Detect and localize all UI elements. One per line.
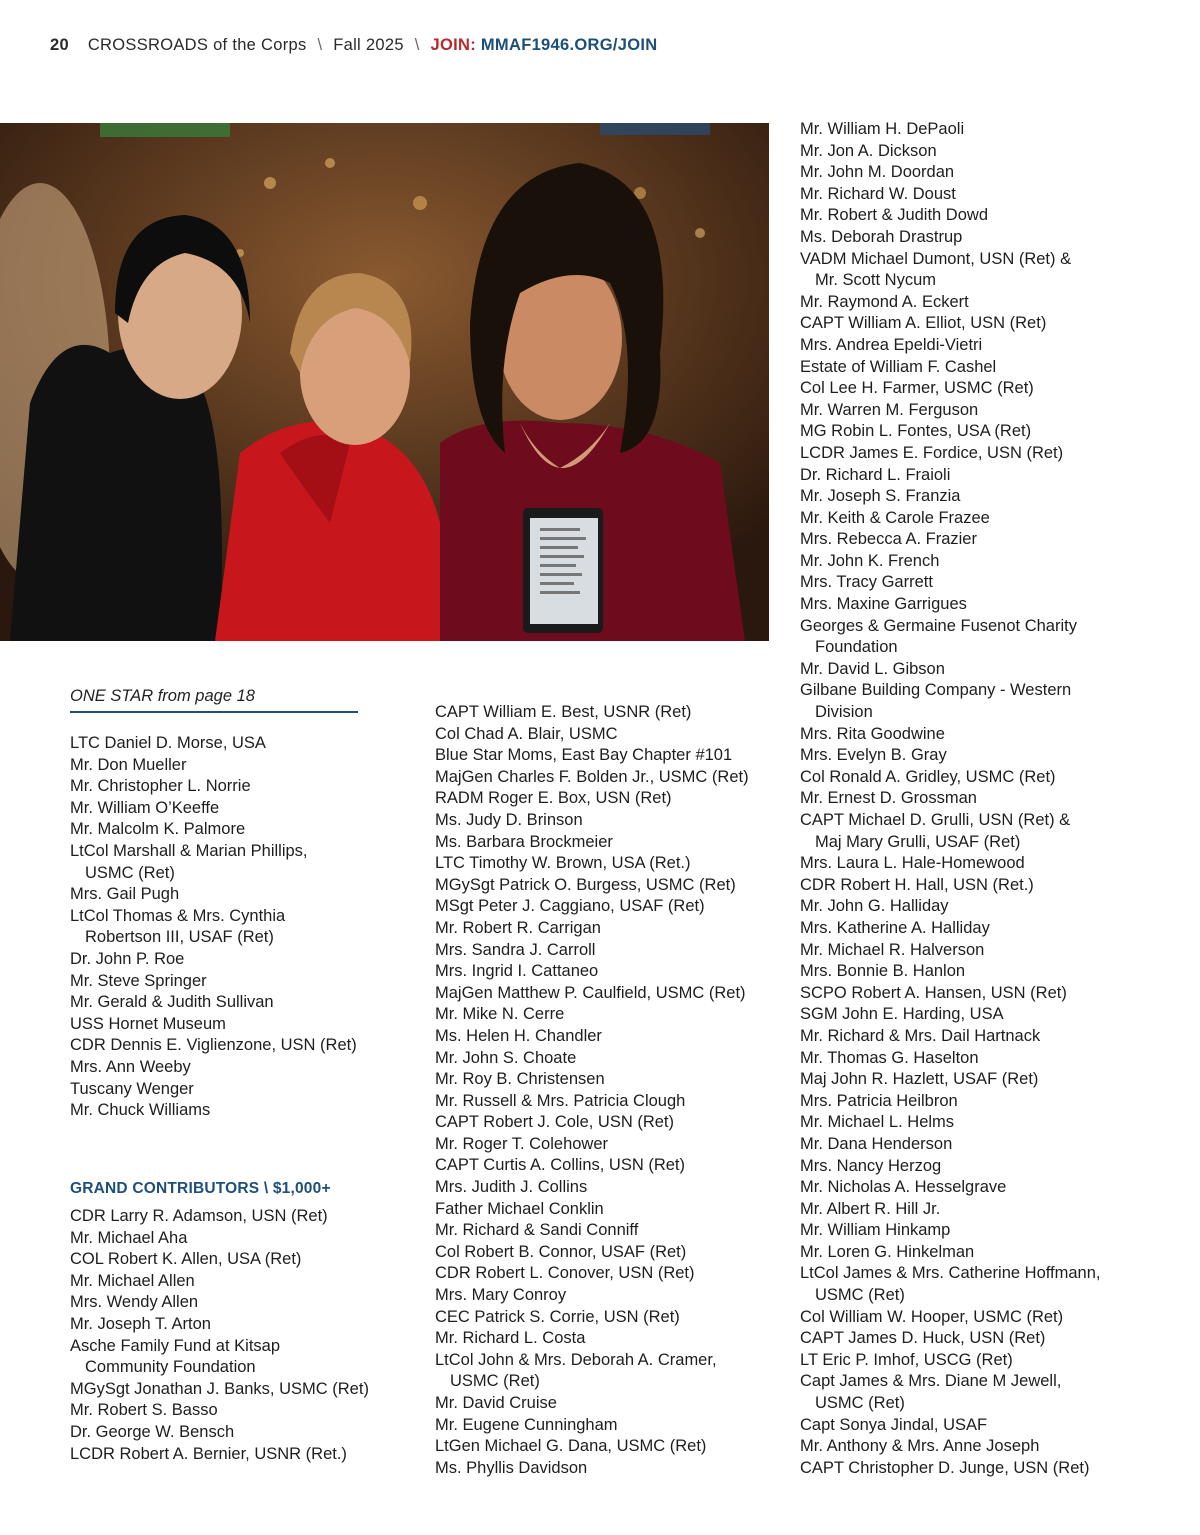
join-label: JOIN: [430, 36, 476, 54]
donor-name: LtCol Marshall & Marian Phillips, USMC (Ret) [70, 841, 308, 882]
donor-name: Mrs. Judith J. Collins [435, 1178, 588, 1197]
donor-name: Mrs. Tracy Garrett [800, 573, 933, 592]
donor-name: Mr. David Cruise [435, 1394, 557, 1412]
donor-name: CAPT Michael D. Grulli, USN (Ret) & Maj Mary Grulli, USAF (Ret) [800, 811, 1071, 851]
donor-name: Mr. Warren M. Ferguson [800, 400, 979, 419]
donor-name: Mr. Eugene Cunningham [435, 1415, 618, 1434]
donor-name: USS Hornet Museum [70, 1014, 226, 1033]
donor-name: Dr. George W. Bensch [70, 1422, 235, 1441]
donor-name: LCDR Robert A. Bernier, USNR (Ret.) [70, 1444, 347, 1463]
donor-name: Mr. Michael L. Helms [800, 1113, 955, 1132]
donor-name: Mr. Anthony & Mrs. Anne Joseph [800, 1437, 1040, 1456]
donor-name: Mrs. Sandra J. Carroll [435, 940, 596, 959]
donor-name: Mr. Michael R. Halverson [800, 940, 985, 959]
donor-name: Mr. Steve Springer [70, 971, 207, 990]
donor-name: Col Ronald A. Gridley, USMC (Ret) [800, 767, 1056, 786]
donor-name: Dr. Richard L. Fraioli [800, 465, 951, 484]
donor-name: Ms. Judy D. Brinson [435, 810, 583, 829]
donor-name: LTC Daniel D. Morse, USA [70, 734, 266, 752]
issue-label: Fall 2025 [333, 36, 404, 54]
donor-name: Mr. William Hinkamp [800, 1221, 951, 1240]
donor-name: Mr. Richard W. Doust [800, 184, 956, 203]
donor-name: CAPT James D. Huck, USN (Ret) [800, 1329, 1046, 1348]
donor-name: Mr. Nicholas A. Hesselgrave [800, 1178, 1007, 1197]
publication-title: CROSSROADS of the Corps [87, 36, 307, 54]
donor-name: CAPT William E. Best, USNR (Ret) [435, 703, 692, 721]
donor-name: Mr. John M. Doordan [800, 163, 955, 182]
donor-name: SCPO Robert A. Hansen, USN (Ret) [800, 983, 1067, 1002]
donor-name: Mrs. Nancy Herzog [800, 1156, 942, 1175]
donor-name: Capt James & Mrs. Diane M Jewell, USMC (Ret) [800, 1372, 1062, 1413]
donor-name: Mr. Robert R. Carrigan [435, 918, 601, 937]
event-photo [0, 123, 769, 641]
donor-name: Mrs. Patricia Heilbron [800, 1091, 958, 1110]
donor-name: Mr. John S. Choate [435, 1048, 577, 1067]
donor-name: Mr. Don Mueller [70, 755, 187, 774]
donor-name: CAPT Robert J. Cole, USN (Ret) [435, 1113, 675, 1132]
donor-name: Ms. Barbara Brockmeier [435, 832, 613, 851]
donor-name: Mr. Richard & Mrs. Dail Hartnack [800, 1026, 1041, 1045]
donor-name: LtCol Thomas & Mrs. Cynthia Robertson III, USAF (Ret) [70, 906, 286, 947]
donor-name: MGySgt Patrick O. Burgess, USMC (Ret) [435, 875, 736, 894]
grand-contributors-heading: GRAND CONTRIBUTORS \ $1,000+ [70, 1180, 331, 1197]
donor-name: Dr. John P. Roe [70, 949, 185, 968]
donor-name: Mr. Richard & Sandi Conniff [435, 1221, 639, 1240]
donor-name: Col Chad A. Blair, USMC [435, 724, 618, 743]
donor-name: Capt Sonya Jindal, USAF [800, 1415, 988, 1434]
donor-name: Mrs. Mary Conroy [435, 1286, 567, 1305]
donor-name: Blue Star Moms, East Bay Chapter #101 [435, 746, 733, 765]
donor-name: Mr. Chuck Williams [70, 1101, 211, 1120]
donor-name: Mr. Russell & Mrs. Patricia Clough [435, 1091, 686, 1110]
donor-name: Mrs. Katherine A. Halliday [800, 918, 990, 937]
donor-name: Mr. Keith & Carole Frazee [800, 508, 990, 527]
donor-name: Tuscany Wenger [70, 1079, 194, 1098]
donor-name: Mr. Richard L. Costa [435, 1329, 586, 1348]
donor-name: Ms. Helen H. Chandler [435, 1026, 602, 1045]
donor-name: MSgt Peter J. Caggiano, USAF (Ret) [435, 897, 705, 916]
donor-name: Mrs. Ann Weeby [70, 1057, 191, 1076]
donor-name: Ms. Phyllis Davidson [435, 1458, 588, 1477]
grand-contributors-list-col2 [435, 702, 785, 1479]
donor-name: CAPT Christopher D. Junge, USN (Ret) [800, 1458, 1090, 1477]
donor-name: Mrs. Bonnie B. Hanlon [800, 962, 966, 981]
join-url-link[interactable]: MMAF1946.ORG/JOIN [480, 36, 658, 54]
donor-name: Mrs. Evelyn B. Gray [800, 746, 947, 765]
donor-name: Asche Family Fund at Kitsap Community Foundation [70, 1336, 281, 1377]
grand-contributors-list-col3 [800, 119, 1160, 1479]
donor-name: CEC Patrick S. Corrie, USN (Ret) [435, 1307, 680, 1326]
donor-name: Gilbane Building Company - Western Division [800, 681, 1072, 722]
donor-name: LtCol John & Mrs. Deborah A. Cramer, USMC (Ret) [435, 1350, 717, 1391]
one-star-list [70, 733, 415, 1122]
donor-name: CDR Robert H. Hall, USN (Ret.) [800, 875, 1034, 894]
donor-name: Mrs. Maxine Garrigues [800, 595, 967, 614]
donor-name: Mr. Loren G. Hinkelman [800, 1242, 975, 1261]
donor-name: SGM John E. Harding, USA [800, 1005, 1004, 1024]
donor-name: Mr. Jon A. Dickson [800, 141, 937, 160]
donor-name: Mr. Michael Allen [70, 1271, 195, 1290]
donor-name: Mrs. Ingrid I. Cattaneo [435, 962, 599, 981]
donor-name: Col Robert B. Connor, USAF (Ret) [435, 1242, 687, 1261]
donor-name: CAPT William A. Elliot, USN (Ret) [800, 314, 1047, 333]
one-star-heading: ONE STAR from page 18 [70, 687, 358, 713]
donor-name: CDR Dennis E. Viglienzone, USN (Ret) [70, 1036, 357, 1055]
donor-name: Mr. David L. Gibson [800, 659, 945, 678]
donor-name: MajGen Matthew P. Caulfield, USMC (Ret) [435, 983, 746, 1002]
donor-name: MG Robin L. Fontes, USA (Ret) [800, 422, 1032, 441]
header-separator: \ [414, 36, 420, 54]
running-header [50, 36, 657, 60]
donor-name: Mr. Roy B. Christensen [435, 1070, 605, 1089]
donor-name: Mr. John K. French [800, 551, 940, 570]
donor-name: Mr. William H. DePaoli [800, 120, 965, 138]
donor-name: Mr. Joseph T. Arton [70, 1314, 211, 1333]
donor-name: Mrs. Rita Goodwine [800, 724, 945, 743]
donor-name: LtGen Michael G. Dana, USMC (Ret) [435, 1437, 707, 1456]
donor-name: Mr. Gerald & Judith Sullivan [70, 993, 274, 1012]
donor-name: Mrs. Andrea Epeldi-Vietri [800, 335, 983, 354]
donor-name: Mr. Christopher L. Norrie [70, 777, 251, 796]
donor-name: Maj John R. Hazlett, USAF (Ret) [800, 1070, 1039, 1089]
donor-name: LT Eric P. Imhof, USCG (Ret) [800, 1350, 1013, 1369]
donor-name: Mr. Ernest D. Grossman [800, 789, 977, 808]
donor-name: Mrs. Rebecca A. Frazier [800, 530, 977, 549]
donor-name: Estate of William F. Cashel [800, 357, 997, 376]
donor-name: CDR Larry R. Adamson, USN (Ret) [70, 1207, 328, 1225]
donor-name: RADM Roger E. Box, USN (Ret) [435, 789, 672, 808]
donor-name: Ms. Deborah Drastrup [800, 227, 963, 246]
page-number: 20 [50, 36, 69, 54]
donor-name: LCDR James E. Fordice, USN (Ret) [800, 443, 1064, 462]
donor-name: Mrs. Wendy Allen [70, 1293, 199, 1312]
donor-name: Mr. John G. Halliday [800, 897, 949, 916]
donor-name: Mrs. Gail Pugh [70, 885, 180, 904]
donor-name: Mr. Roger T. Colehower [435, 1134, 609, 1153]
donor-name: MGySgt Jonathan J. Banks, USMC (Ret) [70, 1379, 369, 1398]
donor-name: Mr. Robert & Judith Dowd [800, 206, 988, 225]
donor-name: Mr. Dana Henderson [800, 1134, 953, 1153]
donor-name: Mr. Malcolm K. Palmore [70, 820, 246, 839]
donor-name: Mr. Michael Aha [70, 1228, 188, 1247]
donor-name: LtCol James & Mrs. Catherine Hoffmann, USMC (Ret) [800, 1264, 1101, 1305]
donor-name: CDR Robert L. Conover, USN (Ret) [435, 1264, 695, 1283]
donor-name: Mr. Robert S. Basso [70, 1401, 218, 1420]
donor-name: Mr. Albert R. Hill Jr. [800, 1199, 941, 1218]
donor-name: Mr. Thomas G. Haselton [800, 1048, 979, 1067]
donor-name: Mr. William O’Keeffe [70, 798, 220, 817]
donor-name: Col William W. Hooper, USMC (Ret) [800, 1307, 1064, 1326]
header-separator: \ [317, 36, 323, 54]
donor-name: LTC Timothy W. Brown, USA (Ret.) [435, 854, 691, 873]
donor-name: CAPT Curtis A. Collins, USN (Ret) [435, 1156, 685, 1175]
donor-name: MajGen Charles F. Bolden Jr., USMC (Ret) [435, 767, 749, 786]
donor-name: Mr. Mike N. Cerre [435, 1005, 565, 1024]
donor-name: Mr. Raymond A. Eckert [800, 292, 969, 311]
donor-name: Col Lee H. Farmer, USMC (Ret) [800, 379, 1034, 398]
donor-name: Father Michael Conklin [435, 1199, 604, 1218]
grand-contributors-list-col1 [70, 1206, 415, 1465]
donor-name: COL Robert K. Allen, USA (Ret) [70, 1250, 302, 1269]
donor-name: Georges & Germaine Fusenot Charity Foundation [800, 616, 1077, 657]
donor-name: Mrs. Laura L. Hale-Homewood [800, 854, 1025, 873]
donor-name: VADM Michael Dumont, USN (Ret) & Mr. Scott Nycum [800, 249, 1072, 290]
donor-name: Mr. Joseph S. Franzia [800, 487, 961, 506]
